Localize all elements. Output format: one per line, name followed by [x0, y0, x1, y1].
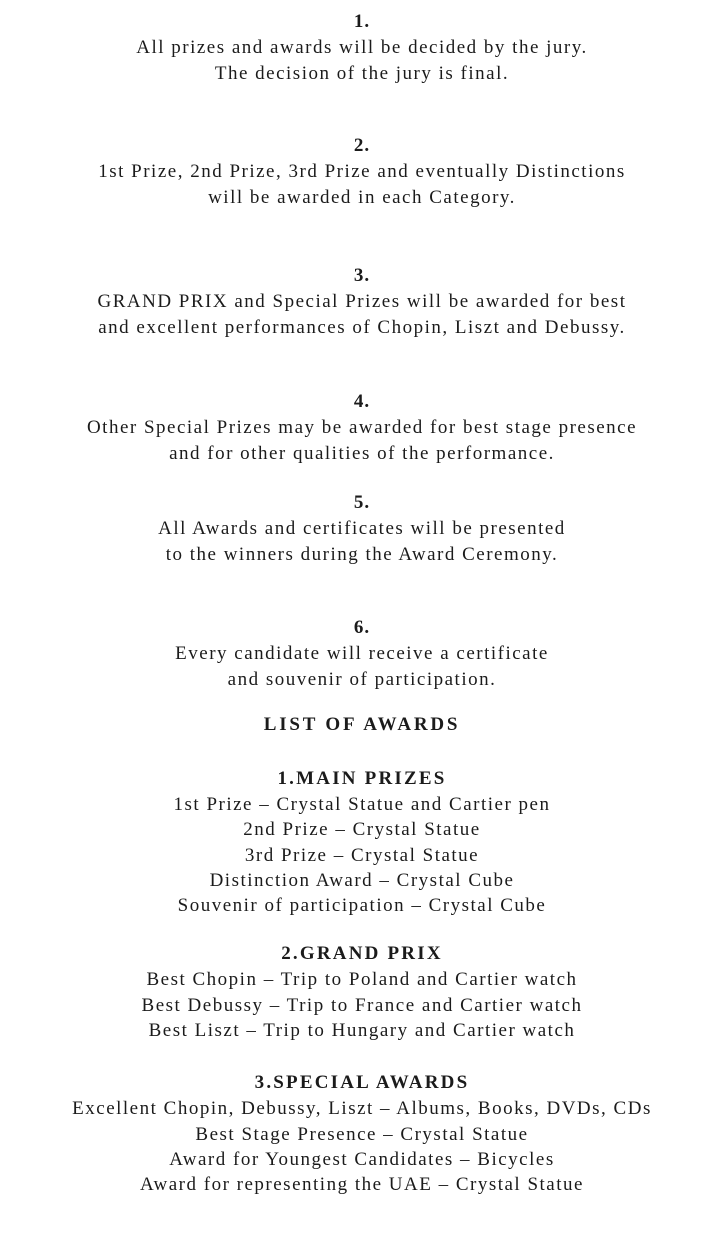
rule-2-line-2: will be awarded in each Category.	[208, 187, 516, 208]
grand-prix-heading: 2.GRAND PRIX	[281, 943, 443, 965]
rule-3-number: 3.	[353, 265, 371, 286]
awards-section-main-prizes	[0, 766, 724, 918]
rule-1-line-2: The decision of the jury is final.	[214, 63, 510, 84]
grand-prix-item: Best Debussy – Trip to France and Cartier watch	[141, 994, 583, 1016]
main-prize-item: Souvenir of participation – Crystal Cube	[177, 895, 547, 917]
awards-section-grand-prix	[0, 941, 724, 1043]
awards-list-title: LIST OF AWARDS	[263, 714, 461, 735]
rule-6-line-2: and souvenir of participation.	[227, 669, 497, 690]
rule-6-number: 6.	[353, 617, 371, 638]
rule-1-line-1: All prizes and awards will be decided by the jury.	[136, 37, 588, 58]
rule-3-line-1: GRAND PRIX and Special Prizes will be awarded for best	[97, 291, 627, 312]
grand-prix-item: Best Liszt – Trip to Hungary and Cartier watch	[148, 1020, 576, 1042]
rule-4	[0, 389, 724, 467]
grand-prix-item: Best Chopin – Trip to Poland and Cartier watch	[146, 969, 578, 991]
rule-4-number: 4.	[353, 391, 371, 412]
main-prize-item: 2nd Prize – Crystal Statue	[243, 819, 481, 841]
rule-5-line-2: to the winners during the Award Ceremony.	[165, 544, 559, 565]
rule-5-number: 5.	[353, 492, 371, 513]
rule-3-line-2: and excellent performances of Chopin, Liszt and Debussy.	[98, 317, 626, 338]
rule-2-number: 2.	[353, 135, 371, 156]
rule-5-line-1: All Awards and certificates will be presented	[158, 518, 566, 539]
special-award-item: Best Stage Presence – Crystal Statue	[195, 1123, 529, 1145]
rule-2-line-1: 1st Prize, 2nd Prize, 3rd Prize and eventually Distinctions	[98, 161, 626, 182]
rule-5	[0, 490, 724, 568]
rule-6-line-1: Every candidate will receive a certificate	[175, 643, 549, 664]
main-prize-item: Distinction Award – Crystal Cube	[209, 869, 515, 891]
rule-2	[0, 133, 724, 211]
special-award-item: Award for representing the UAE – Crystal Statue	[140, 1174, 584, 1196]
rule-6	[0, 615, 724, 693]
main-prize-item: 3rd Prize – Crystal Statue	[244, 844, 480, 866]
special-awards-heading: 3.SPECIAL AWARDS	[254, 1072, 470, 1094]
rule-1-number: 1.	[353, 11, 371, 32]
main-prizes-heading: 1.MAIN PRIZES	[277, 768, 447, 789]
rule-1	[0, 9, 724, 87]
special-award-item: Excellent Chopin, Debussy, Liszt – Albums, Books, DVDs, CDs	[72, 1098, 652, 1120]
rule-4-line-1: Other Special Prizes may be awarded for best stage presence	[86, 417, 638, 438]
special-award-item: Award for Youngest Candidates – Bicycles	[169, 1148, 555, 1170]
rule-3	[0, 263, 724, 341]
rule-4-line-2: and for other qualities of the performance.	[169, 443, 555, 464]
awards-section-special-awards	[0, 1070, 724, 1197]
main-prize-item: 1st Prize – Crystal Statue and Cartier pen	[173, 794, 551, 815]
